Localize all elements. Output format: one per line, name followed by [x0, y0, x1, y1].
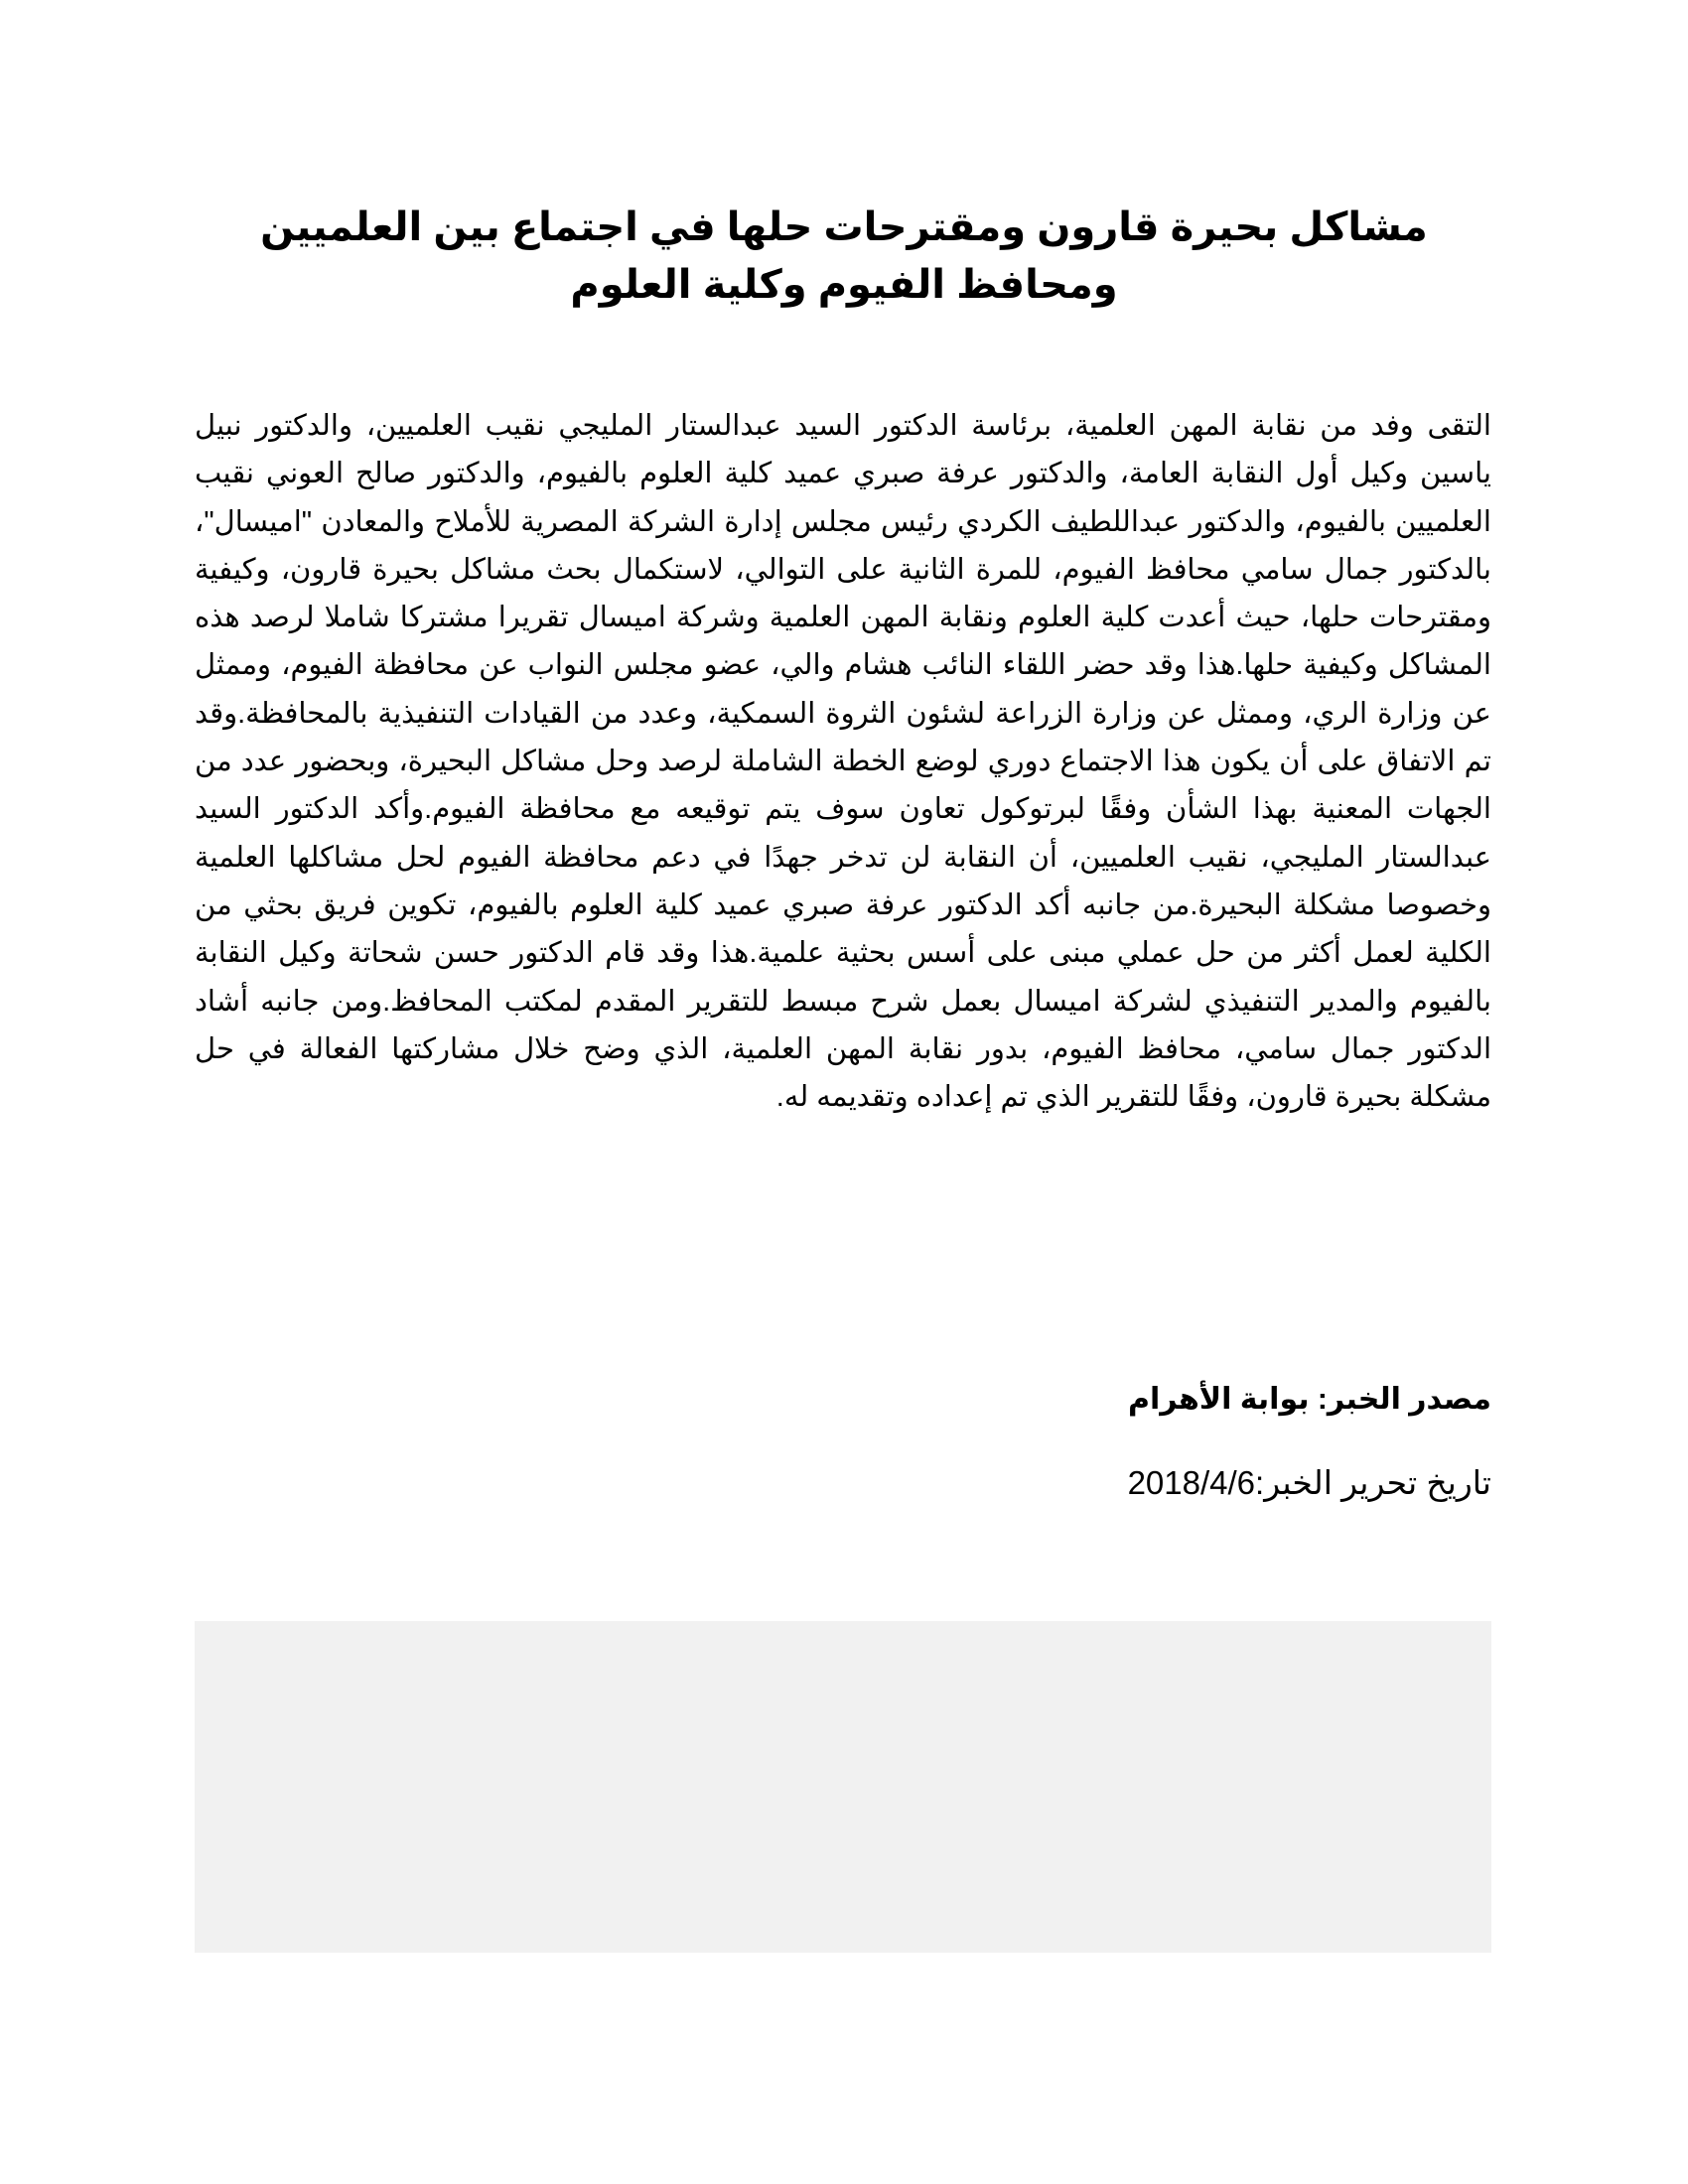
- news-date: تاريخ تحرير الخبر:2018/4/6: [1127, 1464, 1491, 1501]
- news-source: مصدر الخبر: بوابة الأهرام: [1128, 1383, 1491, 1416]
- image-placeholder: [195, 1621, 1491, 1953]
- article-body: التقى وفد من نقابة المهن العلمية، برئاسة الدكتور السيد عبدالستار المليجي نقيب العلميين، والدكتور نبيل ياسين وكيل أول النقابة العامة، والدكتور عرفة صبري عميد كلية العلوم بالفيوم، والدكتور صالح العوني نقيب العلميين بالفيوم، والدكتور عبداللطيف الكردي رئيس مجلس إدارة الشركة المصرية للأملاح والمعادن "اميسال"، بالدكتور جمال سامي محافظ الفيوم، للمرة الثانية على التوالي، لاستكمال بحث مشاكل بحيرة قارون، وكيفية ومقترحات حلها، حيث أعدت كلية العلوم ونقابة المهن العلمية وشركة اميسال تقريرا مشتركا شاملا لرصد هذه المشاكل وكيفية حلها.هذا وقد حضر اللقاء النائب هشام والي، عضو مجلس النواب عن محافظة الفيوم، وممثل عن وزارة الري، وممثل عن وزارة الزراعة لشئون الثروة السمكية، وعدد من القيادات التنفيذية بالمحافظة.وقد تم الاتفاق على أن يكون هذا الاجتماع دوري لوضع الخطة الشاملة لرصد وحل مشاكل البحيرة، وبحضور عدد من الجهات المعنية بهذا الشأن وفقًا لبرتوكول تعاون سوف يتم توقيعه مع محافظة الفيوم.وأكد الدكتور السيد عبدالستار المليجي، نقيب العلميين، أن النقابة لن تدخر جهدًا في دعم محافظة الفيوم لحل مشاكلها العلمية وخصوصا مشكلة البحيرة.من جانبه أكد الدكتور عرفة صبري عميد كلية العلوم بالفيوم، تكوين فريق بحثي من الكلية لعمل أكثر من حل عملي مبنى على أسس بحثية علمية.هذا وقد قام الدكتور حسن شحاتة وكيل النقابة بالفيوم والمدير التنفيذي لشركة اميسال بعمل شرح مبسط للتقرير المقدم لمكتب المحافظ.ومن جانبه أشاد الدكتور جمال سامي، محافظ الفيوم، بدور نقابة المهن العلمية، الذي وضح خلال مشاركتها الفعالة في حل مشكلة بحيرة قارون، وفقًا للتقرير الذي تم إعداده وتقديمه له.: [195, 410, 1491, 1114]
- article-title: مشاكل بحيرة قارون ومقترحات حلها في اجتماع بين العلميين ومحافظ الفيوم وكلية العلوم: [260, 205, 1428, 307]
